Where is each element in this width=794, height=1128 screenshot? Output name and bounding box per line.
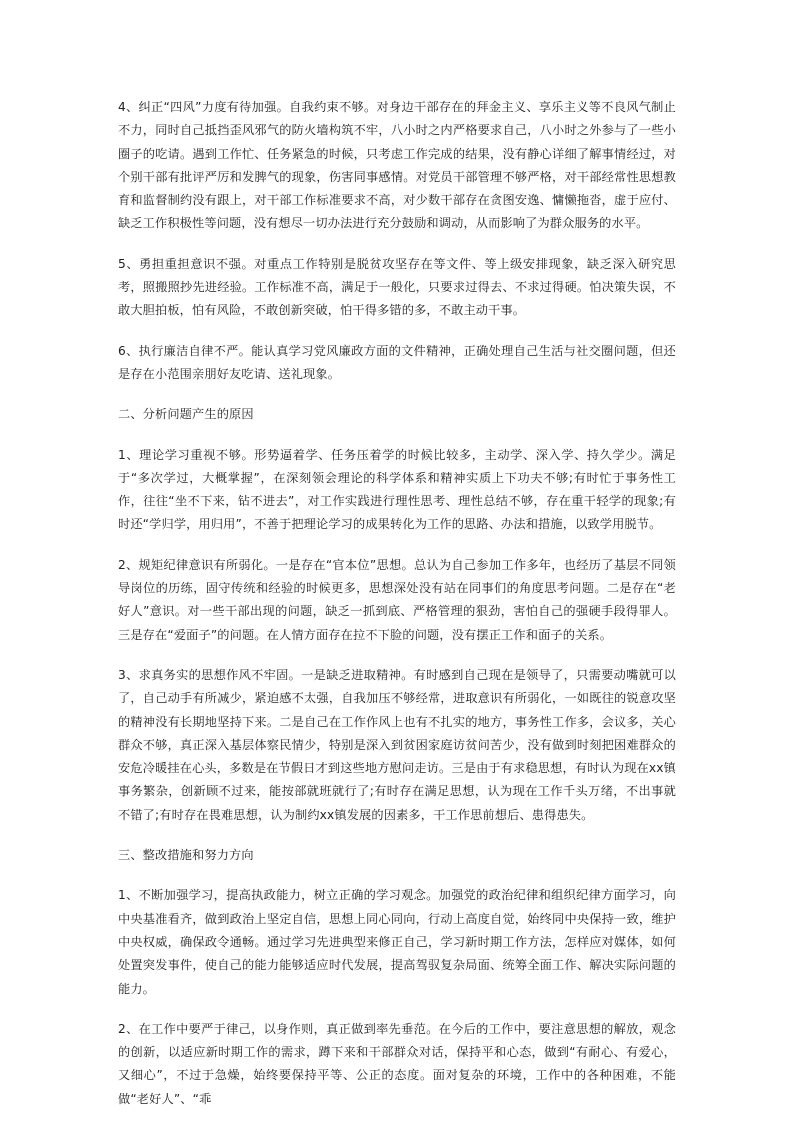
document-page <box>118 96 676 1128</box>
paragraph-discipline-awareness: 2、规矩纪律意识有所弱化。一是存在“官本位”思想。总认为自己参加工作多年，也经历了基层不同领导岗位的历练，固守传统和经验的时候更多，思想深处没有站在同事们的角度思考问题。二是存在“老好人”意识。对一些干部出现的问题，缺乏一抓到底、严格管理的狠劲，害怕自己的强硬手段得罪人。三是存在“爱面子”的问题。在人情方面存在拉不下脸的问题，没有摆正工作和面子的关系。 <box>118 557 676 642</box>
section-heading-measures: 三、整改措施和努力方向 <box>118 848 254 863</box>
paragraph-self-discipline: 2、在工作中要严于律己，以身作则，真正做到率先垂范。在今后的工作中，要注意思想的解放，观念的创新，以适应新时期工作的需求，蹲下来和干部群众对话，保持平和心态，做到“有耐心、有爱心，又细心”，不过于急燥，始终要保持平等、公正的态度。面对复杂的环境，工作中的各种困难，不能做“老好人”、“乖 <box>118 1021 676 1106</box>
section-heading-causes: 二、分析问题产生的原因 <box>118 407 254 422</box>
paragraph-integrity: 6、执行廉洁自律不严。能认真学习党风廉政方面的文件精神，正确处理自己生活与社交圈问题，但还是存在小范围亲朋好友吃请、送礼现象。 <box>118 343 676 381</box>
paragraph-work-style: 3、求真务实的思想作风不牢固。一是缺乏进取精神。有时感到自己现在是领导了，只需要动嘴就可以了，自己动手有所减少，紧迫感不太强，自我加压不够经常，进取意识有所弱化，一如既往的锐意攻坚的精神没有长期地坚持下来。二是自己在工作作风上也有不扎实的地方，事务性工作多，会议多，关心群众不够，真正深入基层体察民情少，特别是深入到贫困家庭访贫问苦少，没有做到时刻把困难群众的安危冷暖挂在心头，多数是在节假日才到这些地方慰问走访。三是由于有求稳思想，有时认为现在xx镇事务繁杂，创新顾不过来，能按部就班就行了;有时存在满足思想，认为现在工作千头万绪，不出事就不错了;有时存在畏难思想，认为制约xx镇发展的因素多，干工作思前想后、患得患失。 <box>118 667 676 822</box>
paragraph-strengthen-study: 1、不断加强学习，提高执政能力，树立正确的学习观念。加强党的政治纪律和组织纪律方面学习，向中央基准看齐，做到政治上坚定自信，思想上同心同向，行动上高度自觉，始终同中央保持一致，维护中央权威，确保政令通畅。通过学习先进典型来修正自己，学习新时期工作方法，怎样应对媒体，如何处置突发事件，使自己的能力能够适应时代发展，提高驾驭复杂局面、统筹全面工作、解决实际问题的能力。 <box>118 888 676 996</box>
paragraph-responsibility: 5、勇担重担意识不强。对重点工作特别是脱贫攻坚存在等文件、等上级安排现象，缺乏深入研究思考，照搬照抄先进经验。工作标准不高，满足于一般化，只要求过得去、不求过得硬。怕决策失误，不敢大胆拍板，怕有风险，不敢创新突破，怕干得多错的多，不敢主动干事。 <box>118 256 676 318</box>
paragraph-discipline-four-winds: 4、纠正“四风”力度有待加强。自我约束不够。对身边干部存在的拜金主义、享乐主义等不良风气制止不力，同时自己抵挡歪风邪气的防火墙构筑不牢，八小时之内严格要求自己，八小时之外参与了一些小圈子的吃请。遇到工作忙、任务紧急的时候，只考虑工作完成的结果，没有静心详细了解事情经过，对个别干部有批评严厉和发脾气的现象，伤害同事感情。对党员干部管理不够严格，对干部经常性思想教育和监督制约没有跟上，对干部工作标准要求不高，对少数干部存在贪图安逸、慵懒拖沓，虚于应付、缺乏工作积极性等问题，没有想尽一切办法进行充分鼓励和调动，从而影响了为群众服务的水平。 <box>118 100 676 231</box>
paragraph-theory-study: 1、理论学习重视不够。形势逼着学、任务压着学的时候比较多，主动学、深入学、持久学少。满足于“多次学过，大概掌握”，在深刻领会理论的科学体系和精神实质上下功夫不够;有时忙于事务性工作，往往“坐不下来，钻不进去”，对工作实践进行理性思考、理性总结不够，存在重干轻学的现象;有时还“学归学，用归用”，不善于把理论学习的成果转化为工作的思路、办法和措施，以致学用脱节。 <box>118 447 676 532</box>
